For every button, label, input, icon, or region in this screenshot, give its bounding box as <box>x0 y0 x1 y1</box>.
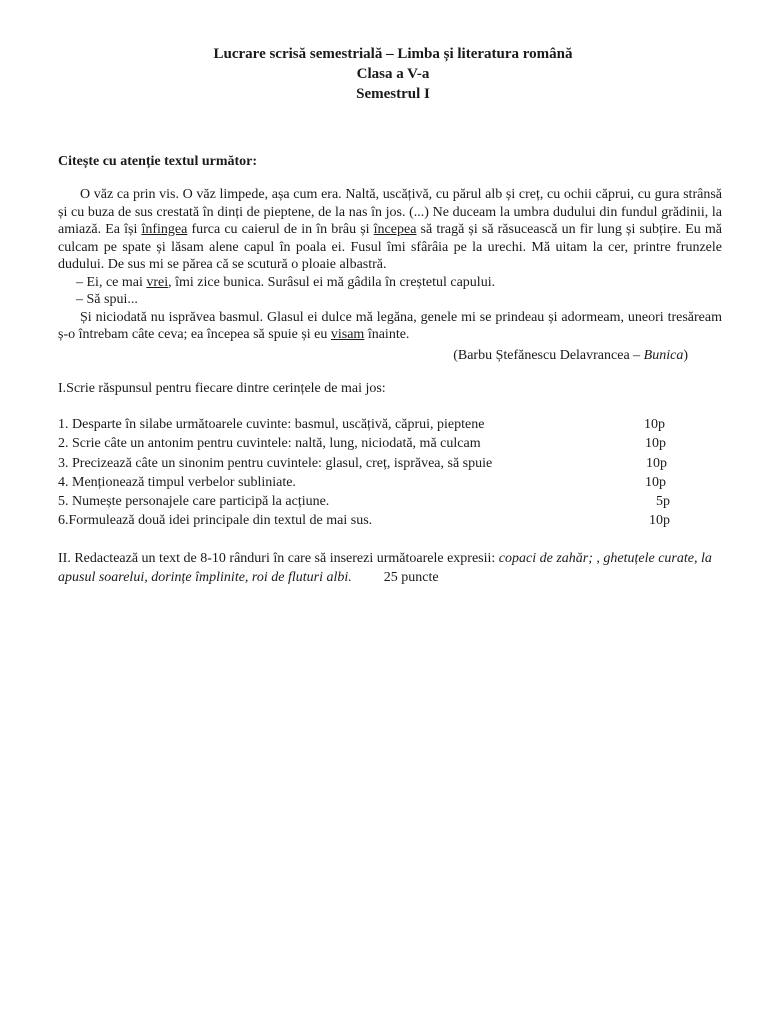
task-item <box>58 415 678 434</box>
dialog-line-1 <box>58 274 722 292</box>
source-author: (Barbu Ștefănescu Delavrancea – <box>453 347 644 363</box>
text-fragment: înainte. <box>364 327 410 342</box>
section-2-text: II. Redactează un text de 8-10 rânduri în care să inserezi următoarele expresii: <box>58 551 499 566</box>
underlined-verb: visam <box>330 327 365 342</box>
underlined-verb: vrei <box>146 274 169 290</box>
source-title: Bunica <box>643 347 684 363</box>
underlined-verb: începea <box>373 222 417 237</box>
task-points: 10p <box>644 417 665 432</box>
text-source <box>58 347 722 365</box>
text-fragment: Și niciodată nu isprăvea basmul. Glasul ei dulce mă legăna, genele mi se prindeau și adormeam, uneori tresăream ș-o întrebam câte ceva; ea începea să spuie și eu <box>58 309 722 342</box>
task-text: 3. Precizează câte un sinonim pentru cuvintele: glasul, creț, isprăvea, să spuie <box>58 455 493 471</box>
task-points: 10p <box>649 513 670 529</box>
task-item <box>58 454 678 473</box>
section-2-points: 25 puncte <box>383 570 439 585</box>
task-item <box>58 511 678 530</box>
text-paragraph-2 <box>58 309 722 344</box>
underlined-verb: înfingea <box>141 222 188 237</box>
task-points: 10p <box>646 455 667 471</box>
reading-text <box>58 186 722 364</box>
task-text: 6.Formulează două idei principale din textul de mai sus. <box>58 513 373 529</box>
section-1-heading: I.Scrie răspunsul pentru fiecare dintre cerințele de mai jos: <box>58 381 386 396</box>
task-text: 5. Numește personajele care participă la acțiune. <box>58 494 330 510</box>
text-paragraph-1 <box>58 186 722 274</box>
text-fragment: O văz ca prin vis. O văz limpede, așa cum era. Naltă, uscățivă, cu părul alb și creț, cu ochii căprui, cu gura strânsă și cu buza de sus crestată în dinți de pieptene, de la nas în jos. (...) Ne duceam la umbra dudului din fundul grădinii, la amiază. Ea își <box>58 187 722 237</box>
task-text: 2. Scrie câte un antonim pentru cuvintele: naltă, lung, niciodată, mă culcam <box>58 436 481 452</box>
title-block <box>0 44 768 104</box>
section-2-expressions: copaci de zahăr; , ghetuțele curate, la apusul soarelui, dorințe împlinite, roi de fluturi albi. <box>58 551 712 585</box>
source-close: ) <box>683 347 688 363</box>
task-text: 4. Menționează timpul verbelor subliniate. <box>58 474 296 490</box>
section-2 <box>58 549 748 587</box>
exam-class: Clasa a V-a <box>356 66 430 82</box>
text-fragment: – Ei, ce mai <box>76 274 147 290</box>
task-item <box>58 473 678 492</box>
dialog-line-2: – Să spui... <box>76 292 138 307</box>
task-item <box>58 492 678 511</box>
exam-semester: Semestrul I <box>356 86 430 102</box>
reading-instruction: Citește cu atenție textul următor: <box>58 154 258 169</box>
task-points: 10p <box>645 474 666 490</box>
task-list <box>58 415 678 531</box>
task-points: 10p <box>645 436 666 452</box>
text-fragment: furca cu caierul de in în brâu și <box>187 222 374 237</box>
exam-title: Lucrare scrisă semestrială – Limba și literatura română <box>213 46 573 62</box>
text-fragment: , îmi zice bunica. Surâsul ei mă gâdila în creștetul capului. <box>168 274 496 290</box>
task-points: 5p <box>656 494 670 510</box>
task-item <box>58 434 678 453</box>
text-fragment: să tragă și să răsucească un fir lung și subțire. Eu mă culcam pe spate și lăsam alene capul în poala ei. Fusul îmi sfârâia pe la urechi. Mă uitam la cer, printre frunzele dudului. De sus mi se părea că se scutură o ploaie albastră. <box>58 222 722 272</box>
task-text: 1. Desparte în silabe următoarele cuvinte: basmul, uscățivă, căprui, pieptene <box>58 417 485 432</box>
